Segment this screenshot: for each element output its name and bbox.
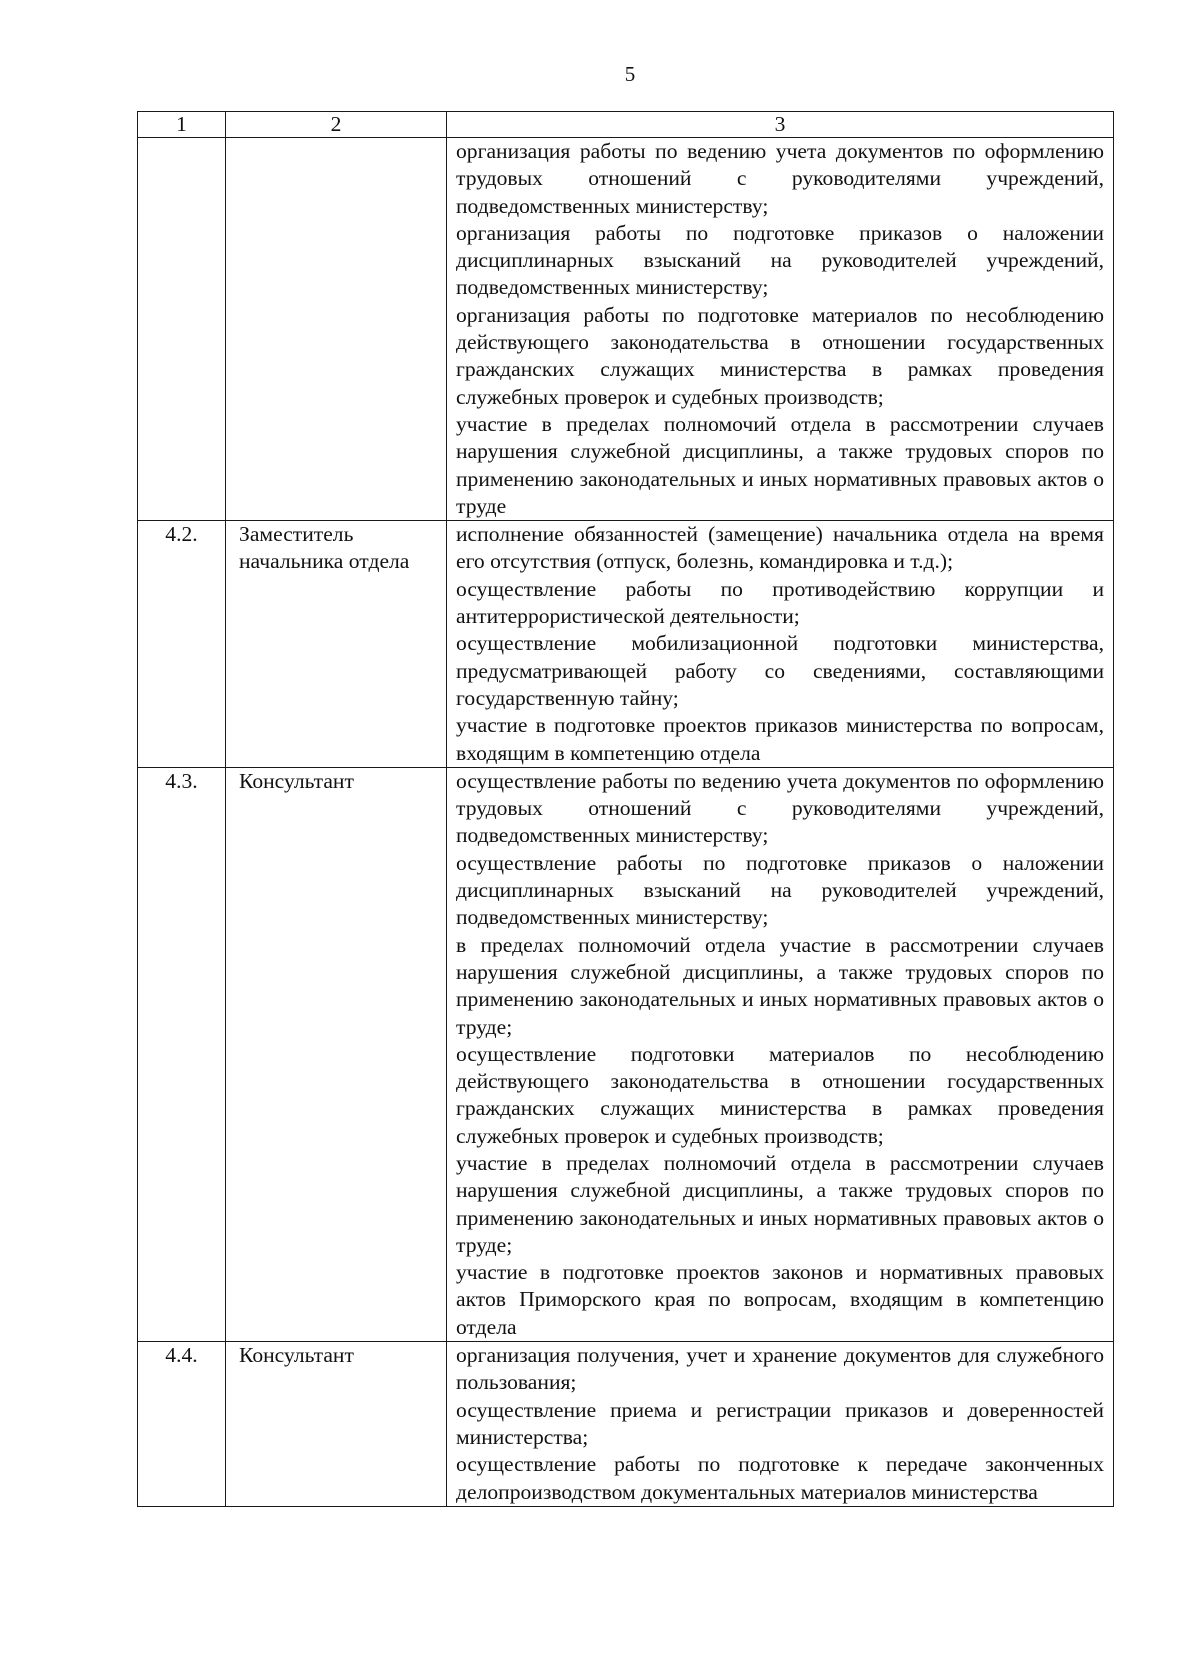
duty-item: осуществление работы по противодействию коррупции и антитеррористической деятельности;	[456, 576, 1104, 629]
duty-item: осуществление работы по ведению учета документов по оформлению трудовых отношений с руководителями учреждений, подведомственных министерству;	[456, 768, 1104, 848]
row-position: Консультант	[226, 767, 447, 1341]
page-number: 5	[624, 62, 636, 86]
duty-item: организация работы по ведению учета документов по оформлению трудовых отношений с руководителями учреждений, подведомственных министерству;	[456, 139, 1104, 218]
duty-item: участие в подготовке проектов приказов министерства по вопросам, входящим в компетенцию отдела	[456, 713, 1104, 765]
duty-item: осуществление работы по подготовке к передаче законченных делопроизводством документальных материалов министерства	[456, 1452, 1104, 1504]
duty-item: организация работы по подготовке приказов о наложении дисциплинарных взысканий на руководителей учреждений, подведомственных министерству;	[456, 220, 1104, 300]
row-number	[138, 138, 226, 521]
duty-item: участие в пределах полномочий отдела в рассмотрении случаев нарушения служебной дисциплины, а также трудовых споров по применению законодательных и иных нормативных правовых актов о труде;	[456, 1150, 1104, 1257]
header-cell-duties: 3	[447, 112, 1114, 138]
duty-item: осуществление подготовки материалов по несоблюдению действующего законодательства в отношении государственных гражданских служащих министерства в рамках проведения служебных проверок и судебных производств;	[456, 1041, 1104, 1148]
duties-table	[137, 111, 1114, 1507]
row-duties	[447, 138, 1114, 521]
row-position	[226, 138, 447, 521]
row-number: 4.2.	[138, 521, 226, 768]
duty-item: осуществление работы по подготовке приказов о наложении дисциплинарных взысканий на руководителей учреждений, подведомственных министерству;	[456, 850, 1104, 930]
row-number: 4.3.	[138, 767, 226, 1341]
duty-item: участие в пределах полномочий отдела в рассмотрении случаев нарушения служебной дисциплины, а также трудовых споров по применению законодательных и иных нормативных правовых актов о труде	[456, 411, 1104, 518]
row-position: Заместитель начальника отдела	[226, 521, 447, 768]
table-row	[138, 521, 1114, 768]
row-duties	[447, 1342, 1114, 1507]
duty-item: организация получения, учет и хранение документов для служебного пользования;	[456, 1343, 1104, 1395]
duty-item: исполнение обязанностей (замещение) начальника отдела на время его отсутствия (отпуск, болезнь, командировка и т.д.);	[456, 522, 1104, 574]
table-row	[138, 138, 1114, 521]
row-duties	[447, 767, 1114, 1341]
duty-item: в пределах полномочий отдела участие в рассмотрении случаев нарушения служебной дисциплины, а также трудовых споров по применению законодательных и иных нормативных правовых актов о труде;	[456, 932, 1104, 1039]
row-duties	[447, 521, 1114, 768]
header-cell-number: 1	[138, 112, 226, 138]
table-row	[138, 767, 1114, 1341]
duty-item: организация работы по подготовке материалов по несоблюдению действующего законодательства в отношении государственных гражданских служащих министерства в рамках проведения служебных проверок и судебных производств;	[456, 302, 1104, 409]
table-header-row	[138, 112, 1114, 138]
duty-item: осуществление мобилизационной подготовки министерства, предусматривающей работу со сведениями, составляющими государственную тайну;	[456, 631, 1104, 710]
duty-item: участие в подготовке проектов законов и нормативных правовых актов Приморского края по вопросам, входящим в компетенцию отдела	[456, 1260, 1104, 1339]
duty-item: осуществление приема и регистрации приказов и доверенностей министерства;	[456, 1397, 1104, 1449]
row-number: 4.4.	[138, 1342, 226, 1507]
table-row	[138, 1342, 1114, 1507]
header-cell-position: 2	[226, 112, 447, 138]
row-position: Консультант	[226, 1342, 447, 1507]
